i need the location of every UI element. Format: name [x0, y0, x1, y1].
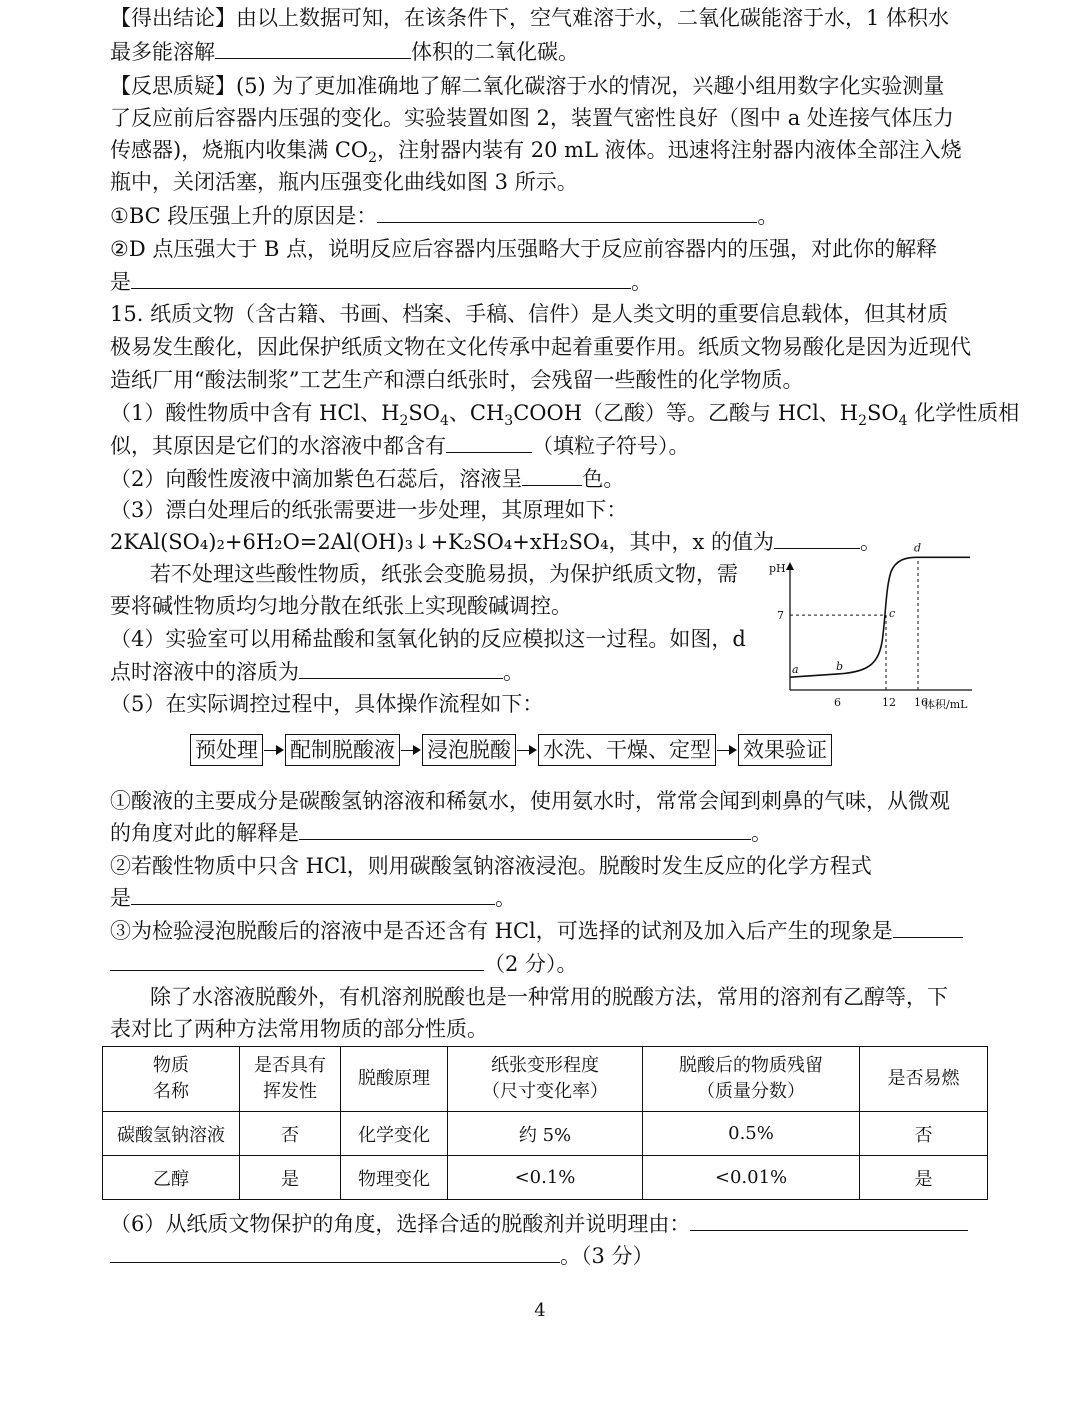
- q15-part3-line-1: （3）漂白处理后的纸张需要进一步处理，其原理如下：: [110, 498, 628, 522]
- flow-step-wash-dry: 水洗、干燥、定型: [538, 734, 716, 766]
- answer-blank[interactable]: [690, 1210, 968, 1231]
- table-header: 物质 名称: [103, 1047, 240, 1112]
- answer-blank[interactable]: [215, 38, 411, 59]
- q15-part4-line-2: 点时溶液中的溶质为 。: [110, 660, 524, 684]
- reflection-question-2: ②D 点压强大于 B 点，说明反应后容器内压强略大于反应前容器内的压强，对此你的解释: [110, 237, 938, 261]
- answer-blank[interactable]: [110, 950, 484, 971]
- table-cell: 碳酸氢钠溶液: [103, 1112, 240, 1156]
- q15-intro-2: 极易发生酸化，因此保护纸质文物在文化传承中起着重要作用。纸质文物易酸化是因为近现代: [110, 335, 971, 359]
- q15-organic-line-2: 表对比了两种方法常用物质的部分性质。: [110, 1017, 488, 1041]
- y-tick-label: 7: [777, 609, 784, 623]
- table-row: [103, 1156, 988, 1200]
- process-flowchart: [190, 733, 832, 767]
- answer-blank[interactable]: [446, 432, 532, 453]
- q15-part3-line-4: 要将碱性物质均匀地分散在纸张上实现酸碱调控。: [110, 594, 572, 618]
- q15-intro-3: 造纸厂用“酸法制浆”工艺生产和漂白纸张时，会残留一些酸性的化学物质。: [110, 368, 804, 392]
- answer-blank[interactable]: [299, 658, 503, 679]
- reflection-line-2: 了反应前后容器内压强的变化。实验装置如图 2，装置气密性良好（图中 a 处连接气体压力: [110, 106, 954, 130]
- reflection-question-1: ①BC 段压强上升的原因是： 。: [110, 204, 779, 228]
- x-tick-label: 12: [882, 696, 896, 709]
- answer-blank[interactable]: [131, 268, 631, 289]
- table-header: 是否易燃: [860, 1047, 988, 1112]
- reflection-line-4: 瓶中，关闭活塞，瓶内压强变化曲线如图 3 所示。: [110, 170, 578, 194]
- flow-step-prepare: 配制脱酸液: [285, 734, 400, 766]
- y-axis-label: pH: [769, 562, 786, 575]
- q15-part6-line-2: 。（3 分）: [110, 1240, 654, 1272]
- table-header: 脱酸后的物质残留 （质量分数）: [643, 1047, 860, 1112]
- table-cell: 物理变化: [341, 1156, 448, 1200]
- table-cell: 乙醇: [103, 1156, 240, 1200]
- q15-part6-line-1: （6）从纸质文物保护的角度，选择合适的脱酸剂并说明理由：: [110, 1208, 968, 1240]
- answer-blank[interactable]: [893, 917, 963, 938]
- flow-step-soak: 浸泡脱酸: [422, 734, 516, 766]
- q15-intro-1: 15. 纸质文物（含古籍、书画、档案、手稿、信件）是人类文明的重要信息载体，但其材质: [110, 302, 949, 326]
- conclusion-line-1: 【得出结论】由以上数据可知，在该条件下，空气难溶于水，二氧化碳能溶于水，1 体积水: [110, 6, 950, 30]
- arrow-right-icon: [716, 735, 738, 765]
- table-cell: 是: [240, 1156, 341, 1200]
- x-tick-label: 16: [914, 696, 928, 709]
- answer-blank[interactable]: [774, 528, 860, 549]
- table-cell: 否: [860, 1112, 988, 1156]
- q15-sub2-line-2: 是 。: [110, 886, 516, 910]
- q15-part3-line-3: 若不处理这些酸性物质，纸张会变脆易损，为保护纸质文物，需: [150, 562, 738, 586]
- answer-blank[interactable]: [131, 884, 495, 905]
- table-cell: 约 5%: [448, 1112, 643, 1156]
- table-cell: 否: [240, 1112, 341, 1156]
- table-cell: <0.01%: [643, 1156, 860, 1200]
- table-header: 纸张变形程度 （尺寸变化率）: [448, 1047, 643, 1112]
- q15-part3-equation: 2KAl(SO₄)₂+6H₂O=2Al(OH)₃↓+K₂SO₄+xH₂SO₄，其中，x 的值为 。: [110, 530, 882, 554]
- conclusion-line-2: 最多能溶解 体积的二氧化碳。: [110, 40, 579, 64]
- arrow-right-icon: [263, 735, 285, 765]
- point-label-b: b: [836, 659, 844, 673]
- q15-part1-line-2: 似，其原因是它们的水溶液中都含有 （填粒子符号）。: [110, 434, 690, 458]
- q15-organic-line-1: 除了水溶液脱酸外，有机溶剂脱酸也是一种常用的脱酸方法，常用的溶剂有乙醇等，下: [150, 985, 948, 1009]
- answer-blank[interactable]: [377, 202, 757, 223]
- ph-titration-chart: [764, 541, 980, 718]
- table-header-row: [103, 1047, 988, 1112]
- q15-part1-line-1: （1）酸性物质中含有 HCl、$H_2SO_4$、$CH_3COOH$（乙酸）等。乙酸与 HCl、$H_2SO_4$ 化学性质相: [110, 401, 1020, 430]
- flow-step-verify: 效果验证: [738, 734, 832, 766]
- point-label-a: a: [792, 663, 799, 677]
- arrow-right-icon: [400, 735, 422, 765]
- table-cell: 化学变化: [341, 1112, 448, 1156]
- table-cell: <0.1%: [448, 1156, 643, 1200]
- point-label-c: c: [889, 607, 896, 621]
- q15-sub3-line-2: （2 分）。: [110, 948, 578, 980]
- table-header: 脱酸原理: [341, 1047, 448, 1112]
- q15-sub2-line-1: ②若酸性物质中只含 HCl，则用碳酸氢钠溶液浸泡。脱酸时发生反应的化学方程式: [110, 854, 872, 878]
- table-header: 是否具有 挥发性: [240, 1047, 341, 1112]
- table-row: [103, 1112, 988, 1156]
- ph-curve-line: [790, 557, 970, 677]
- reflection-line-3: 传感器)，烧瓶内收集满 $CO_2$，注射器内装有 20 mL 液体。迅速将注射器内液体全部注入烧: [110, 138, 962, 167]
- arrow-right-icon: [516, 735, 538, 765]
- x-tick-label: 6: [834, 696, 841, 709]
- table-cell: 是: [860, 1156, 988, 1200]
- q15-part2: （2）向酸性废液中滴加紫色石蕊后，溶液呈 色。: [110, 467, 625, 491]
- q15-part5-line-1: （5）在实际调控过程中，具体操作流程如下：: [110, 692, 544, 716]
- answer-blank[interactable]: [522, 465, 582, 486]
- table-cell: 0.5%: [643, 1112, 860, 1156]
- point-label-d: d: [914, 541, 922, 555]
- reflection-question-2-answer: 是 。: [110, 270, 652, 294]
- page-number: 4: [534, 1300, 546, 1321]
- y-axis-arrow-icon: [786, 562, 794, 570]
- x-axis-label: 体积/mL: [924, 698, 968, 711]
- q15-sub3-line-1: ③为检验浸泡脱酸后的溶液中是否还含有 HCl，可选择的试剂及加入后产生的现象是: [110, 915, 963, 947]
- answer-blank[interactable]: [110, 1242, 560, 1263]
- answer-blank[interactable]: [299, 819, 751, 840]
- q15-part4-line-1: （4）实验室可以用稀盐酸和氢氧化钠的反应模拟这一过程。如图，d: [110, 627, 746, 651]
- flow-step-pretreat: 预处理: [190, 734, 263, 766]
- q15-sub1-line-2: 的角度对此的解释是 。: [110, 821, 772, 845]
- q15-sub1-line-1: ①酸液的主要成分是碳酸氢钠溶液和稀氨水，使用氨水时，常常会闻到刺鼻的气味，从微观: [110, 789, 950, 813]
- reflection-line-1: 【反思质疑】(5) 为了更加准确地了解二氧化碳溶于水的情况，兴趣小组用数字化实验测量: [110, 74, 945, 98]
- properties-table: [102, 1046, 988, 1200]
